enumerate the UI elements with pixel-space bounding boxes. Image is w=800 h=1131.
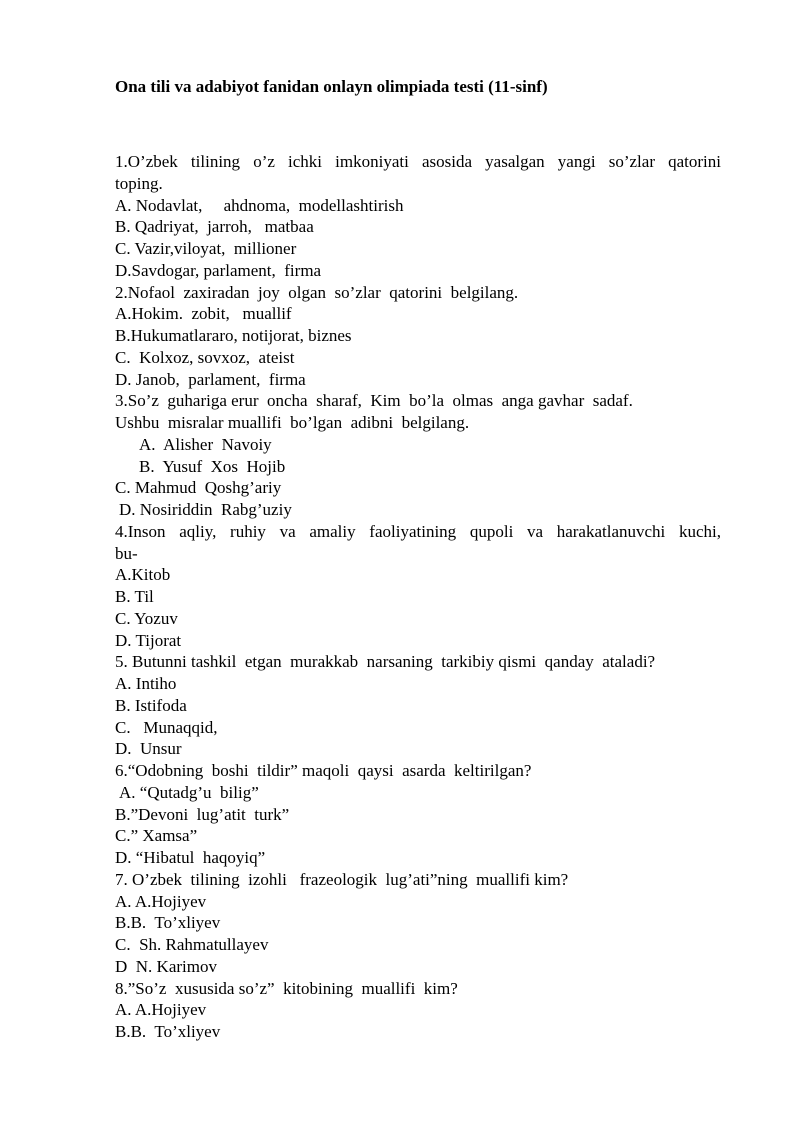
question-2-text: 2.Nofaol zaxiradan joy olgan so’zlar qatorini belgilang. — [115, 282, 519, 302]
question-4-option-d: D. Tijorat — [115, 630, 182, 650]
question-6-option-b: B.”Devoni lug’atit turk” — [115, 804, 290, 824]
question-5-text: 5. Butunni tashkil etgan murakkab narsaning tarkibiy qismi qanday ataladi? — [115, 652, 656, 672]
question-5-option-b: B. Istifoda — [115, 695, 187, 715]
question-1-option-d: D.Savdogar, parlament, firma — [115, 260, 322, 280]
question-1-option-a: A. Nodavlat, ahdnoma, modellashtirish — [115, 195, 404, 215]
question-6-option-c: C.” Xamsa” — [115, 826, 198, 846]
question-4-option-a: A.Kitob — [115, 565, 171, 585]
question-5-option-a: A. Intiho — [115, 674, 177, 693]
question-3-option-a: A. Alisher Navoiy — [139, 434, 272, 454]
question-6-option-d: D. “Hibatul haqoyiq” — [115, 848, 266, 867]
question-3-option-b: B. Yusuf Xos Hojib — [139, 456, 286, 476]
question-1-text-line-1: 1.O’zbek tilining o’z ichki imkoniyati asosida yasalgan yangi so’zlar qatorini — [115, 152, 721, 171]
document-title: Ona tili va adabiyot fanidan onlayn olimpiada testi (11-sinf) — [115, 77, 548, 96]
question-8-text: 8.”So’z xususida so’z” kitobining muallifi kim? — [115, 978, 458, 998]
question-6-text: 6.“Odobning boshi tildir” maqoli qaysi asarda keltirilgan? — [115, 761, 532, 780]
question-4-text-line-1: 4.Inson aqliy, ruhiy va amaliy faoliyatining qupoli va harakatlanuvchi kuchi, — [115, 521, 721, 541]
question-4-option-c: C. Yozuv — [115, 608, 178, 628]
question-1-option-c: C. Vazir,viloyat, millioner — [115, 239, 297, 258]
question-2-option-b: B.Hukumatlararo, notijorat, biznes — [115, 326, 352, 345]
question-2-option-a: A.Hokim. zobit, muallif — [115, 304, 292, 324]
question-6-option-a: A. “Qutadg’u bilig” — [119, 782, 259, 802]
question-4-option-b: B. Til — [115, 587, 154, 606]
test-content — [115, 151, 721, 1043]
question-8-option-a: A. A.Hojiyev — [115, 1000, 207, 1020]
question-7-option-b: B.B. To’xliyev — [115, 913, 221, 933]
question-1-option-b: B. Qadriyat, jarroh, matbaa — [115, 217, 314, 237]
question-2-option-d: D. Janob, parlament, firma — [115, 369, 306, 389]
question-7-text: 7. O’zbek tilining izohli frazeologik lug’ati”ning muallifi kim? — [115, 869, 569, 889]
question-3-option-c: C. Mahmud Qoshg’ariy — [115, 478, 282, 498]
question-7-option-d: D N. Karimov — [115, 956, 217, 976]
question-4-text-line-2: bu- — [115, 543, 138, 563]
question-5-option-c: C. Munaqqid, — [115, 717, 218, 737]
question-5-option-d: D. Unsur — [115, 739, 182, 759]
question-3-text-line-2: Ushbu misralar muallifi bo’lgan adibni belgilang. — [115, 413, 470, 432]
question-3-option-d: D. Nosiriddin Rabg’uziy — [119, 500, 292, 519]
question-3-text-line-1: 3.So’z guhariga erur oncha sharaf, Kim bo’la olmas anga gavhar sadaf. — [115, 391, 633, 411]
question-2-option-c: C. Kolxoz, sovxoz, ateist — [115, 347, 295, 367]
question-1-text-line-2: toping. — [115, 173, 163, 193]
question-8-option-b: B.B. To’xliyev — [115, 1022, 221, 1041]
question-7-option-a: A. A.Hojiyev — [115, 891, 207, 911]
question-7-option-c: C. Sh. Rahmatullayev — [115, 935, 269, 954]
